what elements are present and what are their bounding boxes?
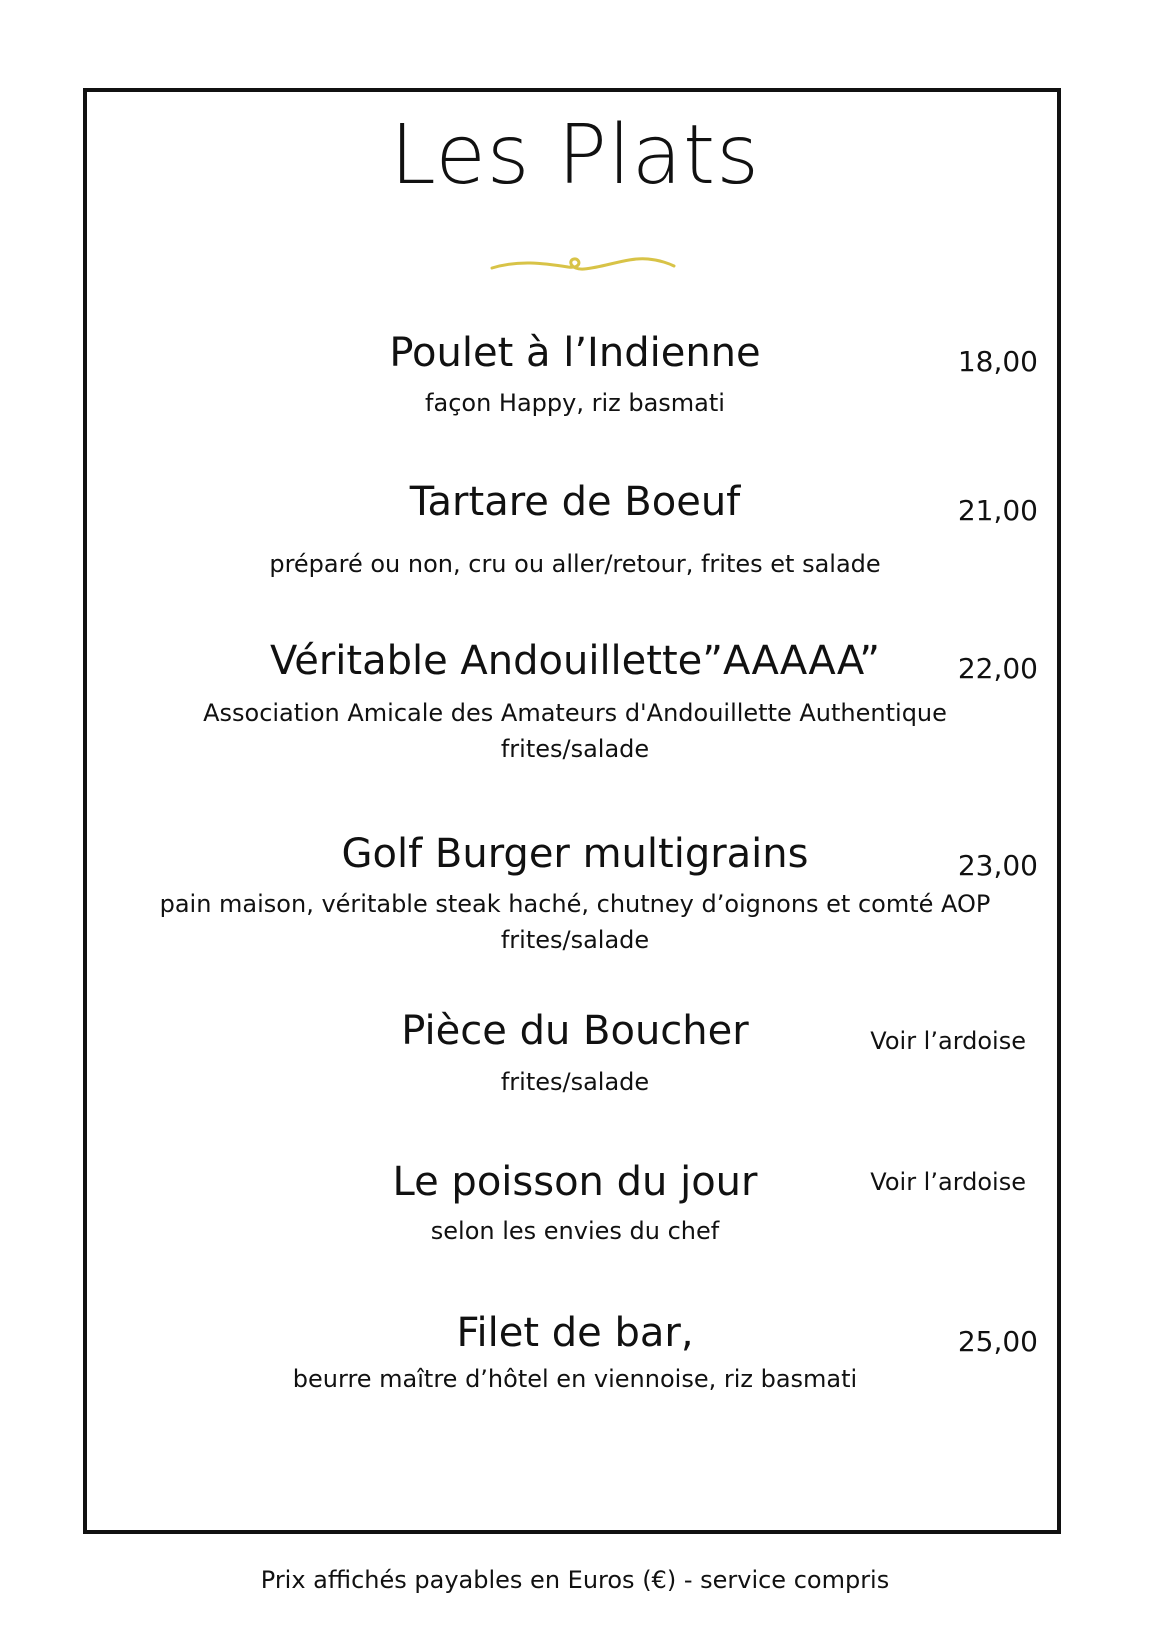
dish-description: selon les envies du chef (430, 1217, 720, 1245)
dish-name: Filet de bar, (456, 1310, 694, 1356)
dish-name: Golf Burger multigrains (341, 831, 809, 877)
dish-description: frites/salade (500, 1068, 650, 1096)
dish-name: Le poisson du jour (392, 1159, 758, 1205)
dish-name: Pièce du Boucher (401, 1008, 749, 1054)
flourish-ornament (488, 250, 678, 280)
menu-title: Les Plats (390, 108, 760, 203)
dish-price: Voir l’ardoise (870, 1168, 1026, 1196)
dish-price: Voir l’ardoise (870, 1027, 1026, 1055)
dish-price: 25,00 (957, 1325, 1038, 1358)
dish-name: Poulet à l’Indienne (389, 330, 761, 376)
dish-price: 23,00 (957, 849, 1038, 882)
dish-price: 18,00 (957, 345, 1038, 378)
dish-description: préparé ou non, cru ou aller/retour, frites et salade (269, 550, 881, 578)
dish-description: façon Happy, riz basmati (425, 389, 725, 417)
dish-price: 21,00 (957, 494, 1038, 527)
dish-price: 22,00 (957, 652, 1038, 685)
dish-description: frites/salade (500, 735, 650, 763)
dish-description: beurre maître d’hôtel en viennoise, riz basmati (292, 1365, 858, 1393)
dish-description: Association Amicale des Amateurs d'Andouillette Authentique (203, 699, 947, 727)
dish-description: frites/salade (500, 926, 650, 954)
dish-name: Tartare de Boeuf (409, 479, 741, 525)
price-footnote: Prix affichés payables en Euros (€) - service compris (260, 1566, 890, 1594)
dish-name: Véritable Andouillette”AAAAA” (269, 638, 881, 684)
dish-description: pain maison, véritable steak haché, chutney d’oignons et comté AOP (159, 890, 991, 918)
